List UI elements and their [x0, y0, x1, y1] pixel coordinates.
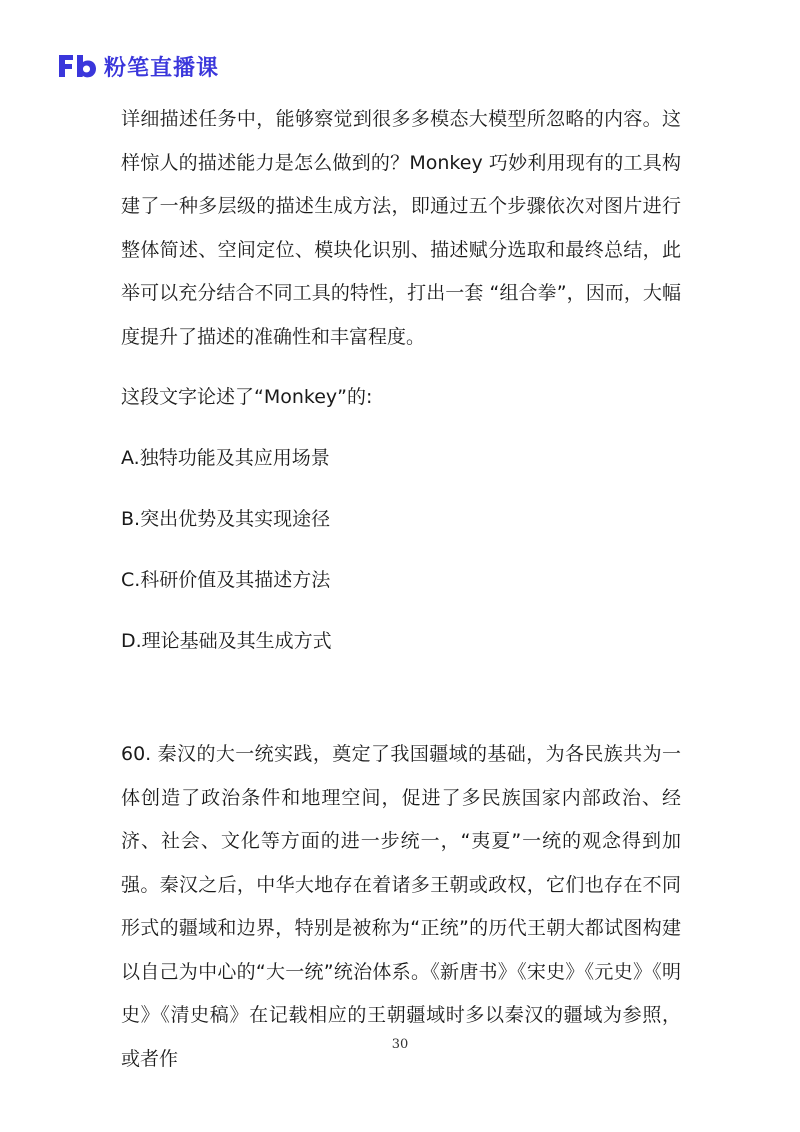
fenbi-logo-icon	[56, 51, 98, 81]
option-c: C.科研价值及其描述方法	[121, 568, 331, 591]
option-d: D.理论基础及其生成方式	[121, 629, 332, 652]
question-59-options	[121, 437, 681, 664]
passage-60-text: 60. 秦汉的大一统实践，奠定了我国疆域的基础，为各民族共为一体创造了政治条件和地理空间，促进了多民族国家内部政治、经济、社会、文化等方面的进一步统一，“夷夏”一统的观念得到加强。秦汉之后，中华大地存在着诸多王朝或政权，它们也存在不同形式的疆域和边界，特别是被称为“正统”的历代王朝大都试图构建以自己为中心的“大一统”统治体系。《新唐书》《宋史》《元史》《明史》《清史稿》在记载相应的王朝疆域时多以秦汉的疆域为参照，或者作	[121, 743, 681, 1070]
question-59-stem: 这段文字论述了“Monkey”的:	[121, 386, 373, 408]
option-a: A.独特功能及其应用场景	[121, 446, 330, 469]
passage-59-text: 详细描述任务中，能够察觉到很多多模态大模型所忽略的内容。这样惊人的描述能力是怎么做到的？Monkey 巧妙利用现有的工具构建了一种多层级的描述生成方法，即通过五个步骤依次对图片进行整体简述、空间定位、模块化识别、描述赋分选取和最终总结，此举可以充分结合不同工具的特性，打出一套 “组合拳”，因而，大幅度提升了描述的准确性和丰富程度。	[121, 108, 681, 348]
page-content	[121, 98, 681, 1081]
header	[56, 48, 219, 84]
brand-name: 粉笔直播课	[104, 55, 220, 81]
page-number: 30	[391, 1037, 409, 1052]
option-b: B.突出优势及其实现途径	[121, 507, 331, 530]
